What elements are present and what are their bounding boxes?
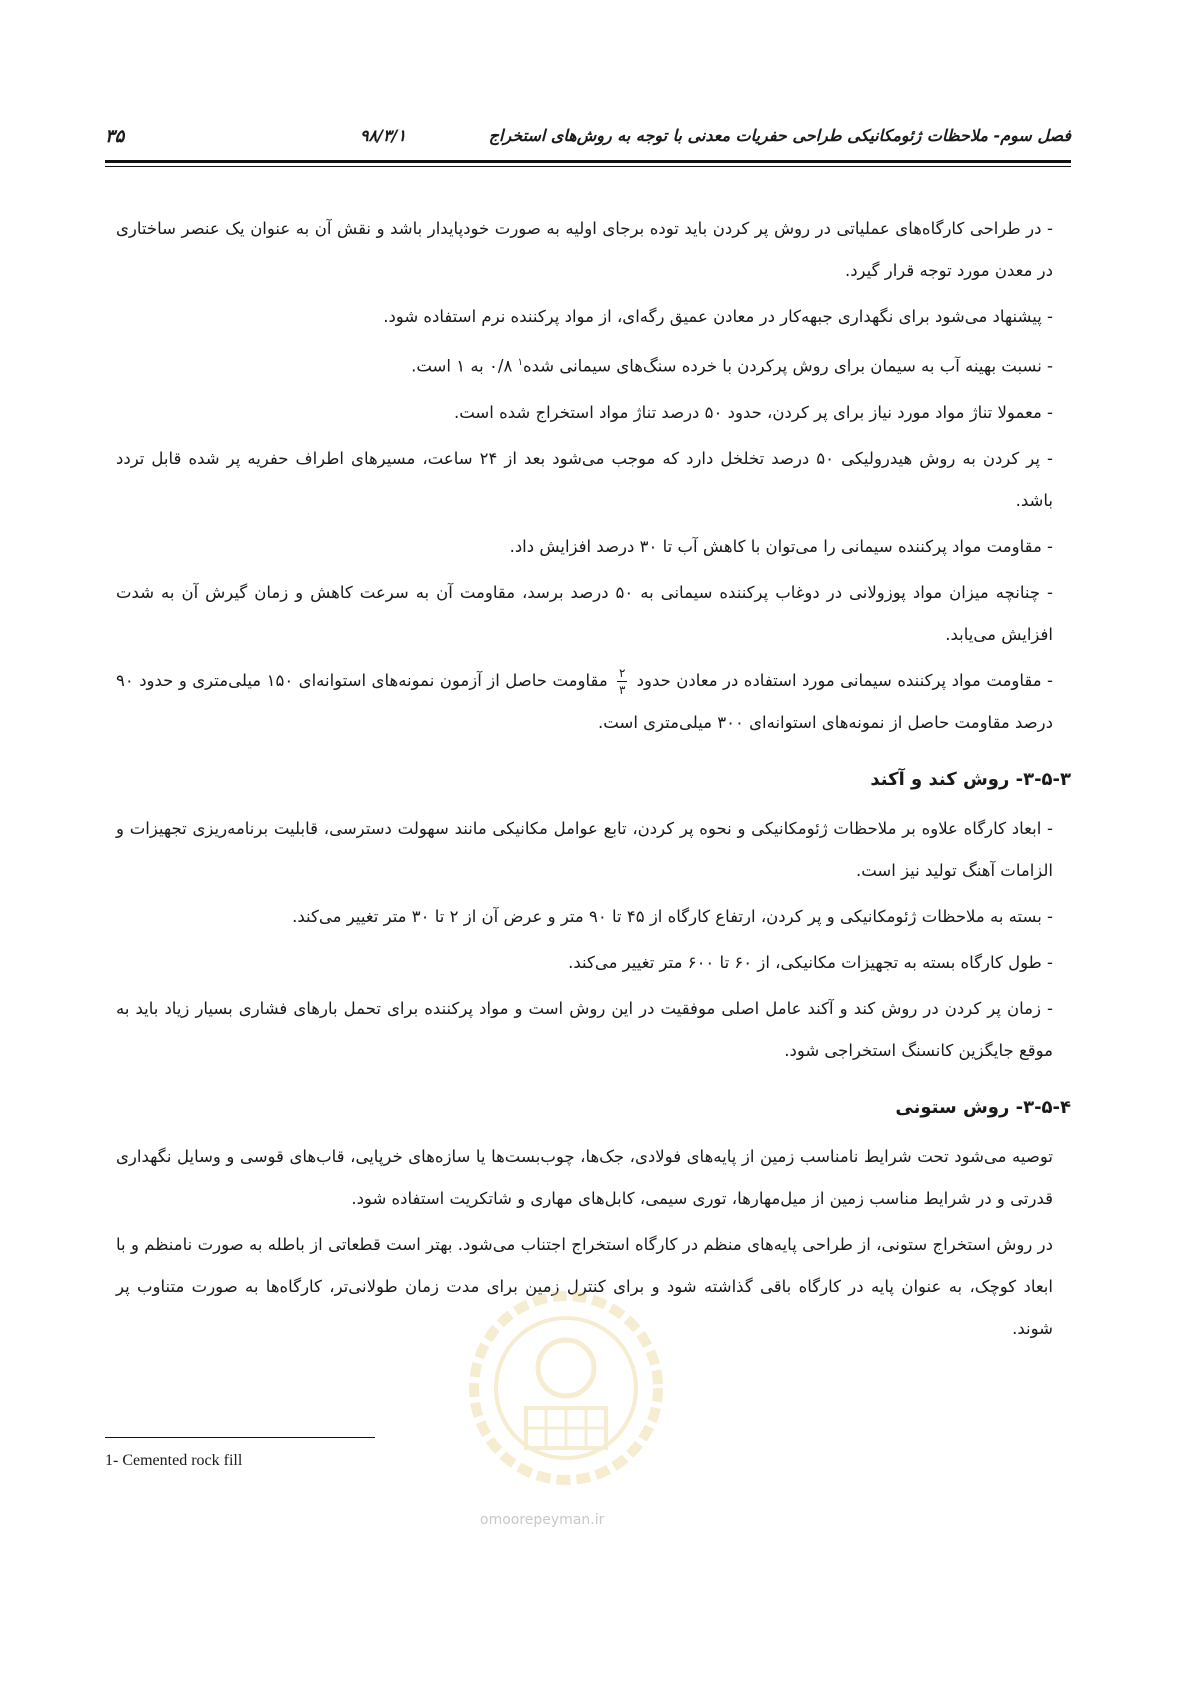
watermark-url: omoorepeyman.ir	[480, 1512, 605, 1528]
paragraph: - معمولا تناژ مواد مورد نیاز برای پر کردن، حدود ۵۰ درصد تناژ مواد استخراج شده است.	[453, 402, 1053, 422]
paragraph-with-footnote	[116, 342, 1071, 388]
paragraph: - مقاومت مواد پرکننده سیمانی را می‌توان با کاهش آب تا ۳۰ درصد افزایش داد.	[509, 536, 1053, 556]
fraction-numerator: ۲	[618, 665, 626, 680]
watermark-seal-icon	[466, 1288, 666, 1488]
chapter-title: فصل سوم- ملاحظات ژئومکانیکی طراحی حفریات معدنی با توجه به روش‌های استخراج	[488, 126, 1071, 145]
paragraph: - پیشنهاد می‌شود برای نگهداری جبهه‌کار در معادن عمیق رگه‌ای، از مواد پرکننده نرم استفاده شود.	[383, 307, 1053, 326]
paragraph: - چنانچه میزان مواد پوزولانی در دوغاب پرکننده سیمانی به ۵۰ درصد برسد، مقاومت آن به سرعت کاهش و زمان گیرش آن به شدت افزایش می‌یابد.	[116, 582, 1053, 644]
page-number: ۳۵	[105, 126, 125, 147]
paragraph: در روش استخراج ستونی، از طراحی پایه‌های منظم در کارگاه استخراج اجتناب می‌شود. بهتر است قطعاتی از باطله به صورت نامنظم و با ابعاد کوچک، به عنوان پایه در کارگاه باقی گذاشته شود و برای کنترل زمین برای مدت زمان طولانی‌تر، کارگاه‌ها به صورت متناوب پر شوند.	[116, 1234, 1053, 1338]
paragraph-text: مقاومت حاصل از آزمون نمونه‌های استوانه‌ای ۱۵۰ میلی‌متری و حدود ۹۰ درصد مقاومت حاصل از نمونه‌های استوانه‌ای ۳۰۰ میلی‌متری است.	[116, 670, 1053, 732]
fraction-denominator: ۳	[618, 682, 626, 697]
header-date: ۹۸/۳/۱	[360, 126, 407, 145]
page-header	[105, 126, 1071, 160]
paragraph: - طول کارگاه بسته به تجهیزات مکانیکی، از ۶۰ تا ۶۰۰ متر تغییر می‌کند.	[568, 952, 1053, 972]
footnote: 1- Cemented rock fill	[105, 1452, 243, 1469]
paragraph: - زمان پر کردن در روش کند و آکند عامل اصلی موفقیت در این روش است و مواد پرکننده برای تحمل بارهای فشاری بسیار زیاد باید به موقع جایگزین کانسنگ استخراجی شود.	[116, 998, 1053, 1060]
paragraph: توصیه می‌شود تحت شرایط نامناسب زمین از پایه‌های فولادی، جک‌ها، چوب‌بست‌ها یا سازه‌های خرپایی، قاب‌های قوسی و وسایل نگهداری قدرتی و در شرایط مناسب زمین از میل‌مهارها، توری سیمی، کابل‌های مهاری و شاتکریت استفاده شود.	[116, 1146, 1053, 1208]
paragraph: - در طراحی کارگاه‌های عملیاتی در روش پر کردن باید توده برجای اولیه به صورت خودپایدار باشد و نقش آن به عنوان یک عنصر ساختاری در معدن مورد توجه قرار گیرد.	[116, 219, 1053, 280]
header-rule-thick	[105, 160, 1071, 163]
paragraph: - ابعاد کارگاه علاوه بر ملاحظات ژئومکانیکی و نحوه پر کردن، تابع عوامل مکانیکی مانند سهولت دسترسی، قابلیت برنامه‌ریزی تجهیزات و الزامات آهنگ تولید نیز است.	[116, 818, 1053, 880]
body-text	[116, 208, 1071, 1354]
paragraph-with-fraction	[116, 660, 1071, 744]
footnote-ref: ۱	[517, 357, 523, 368]
paragraph-text: - نسبت بهینه آب به سیمان برای روش پرکردن با خرده سنگ‌های سیمانی شده	[522, 356, 1053, 376]
paragraph-text: ۰/۸ به ۱ است.	[411, 356, 518, 376]
header-rule-thin	[105, 166, 1071, 167]
footnote-rule	[105, 1437, 375, 1438]
fraction	[617, 666, 627, 697]
paragraph: - بسته به ملاحظات ژئومکانیکی و پر کردن، ارتفاع کارگاه از ۴۵ تا ۹۰ متر و عرض آن از ۲ تا ۳۰ متر تغییر می‌کند.	[292, 906, 1053, 926]
paragraph-text: - مقاومت مواد پرکننده سیمانی مورد استفاده در معادن حدود	[636, 670, 1053, 690]
fraction-bar	[617, 681, 627, 682]
paragraph: - پر کردن به روش هیدرولیکی ۵۰ درصد تخلخل دارد که موجب می‌شود بعد از ۲۴ ساعت، مسیرهای اطراف حفریه پر شده قابل تردد باشد.	[116, 448, 1053, 510]
section-heading: ۳-۵-۳- روش کند و آکند	[870, 768, 1071, 790]
section-heading: ۳-۵-۴- روش ستونی	[895, 1096, 1071, 1118]
